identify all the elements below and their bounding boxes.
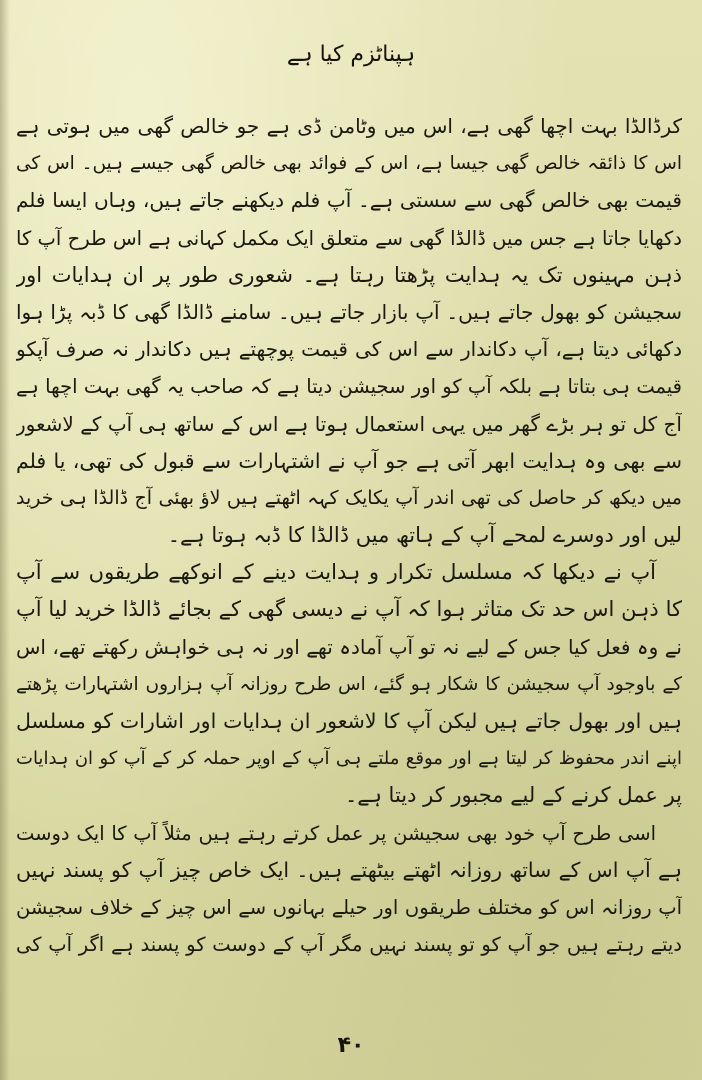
text-line: میں دیکھ کر حاصل کی تھی اندر آپ یکایک کہہ اٹھتے ہیں لاؤ بھئی آج ڈالڈا ہی خرید — [16, 486, 682, 509]
text-line: ذہن مہینوں تک یہ ہدایت پڑھتا رہتا ہے۔ شعوری طور پر ان ہدایات اور — [16, 262, 682, 287]
text-line: دکھایا جاتا ہے جس میں ڈالڈا گھی سے متعلق ایک مکمل کہانی ہے اس طرح آپ کا — [16, 226, 682, 250]
text-line: کا ذہن اس حد تک متاثر ہوا کہ آپ نے دیسی گھی کے بجائے ڈالڈا خرید لیا آپ — [16, 597, 682, 622]
text-line: سجیشن کو بھول جاتے ہیں۔ آپ بازار جاتے ہیں۔ سامنے ڈالڈا گھی کا ڈبہ پڑا ہوا — [16, 299, 682, 324]
body-text — [16, 108, 682, 963]
text-line: قیمت ہی بتاتا ہے بلکہ آپ کو اور سجیشن دیتا ہے کہ صاحب یہ گھی بہت اچھا ہے — [16, 375, 682, 399]
text-line: ہیں اور بھول جاتے ہیں لیکن آپ کا لاشعور ان ہدایات اور اشارات کو مسلسل — [16, 709, 682, 733]
page-title: ہپناٹزم کیا ہے — [286, 42, 416, 67]
text-line: اپنے اندر محفوظ کر لیتا ہے اور موقع ملتے ہی آپ کے اوپر حملہ کر کے آپ کو ان ہدایات — [16, 748, 682, 770]
text-line: آپ روزانہ اس کو مختلف طریقوں اور حیلے بہانوں سے اس چیز کے خلاف سجیشن — [16, 895, 682, 919]
page-number: ۴۰ — [337, 1033, 365, 1058]
text-line: اسی طرح آپ خود بھی سجیشن پر عمل کرتے رہتے ہیں مثلاً آپ کا ایک دوست — [16, 821, 656, 845]
text-line: کرڈالڈا بہت اچھا گھی ہے، اس میں وٹامن ڈی ہے جو خالص گھی میں ہوتی ہے — [16, 114, 682, 138]
text-line: نے وہ فعل کیا جس کے لیے نہ تو آپ آمادہ تھے اور نہ ہی خواہش رکھتے تھے، اس — [16, 634, 682, 659]
text-line: قیمت بھی خالص گھی سے سستی ہے۔ آپ فلم دیکھنے جاتے ہیں، وہاں ایسا فلم — [16, 188, 682, 213]
text-line: کے باوجود آپ سجیشن کا شکار ہو گئے، اس طرح روزانہ آپ ہزاروں اشتہارات پڑھتے — [16, 673, 682, 695]
text-line: اس کا ذائقہ خالص گھی جیسا ہے، اس کے فوائد بھی خالص گھی جیسے ہیں۔ اس کی — [16, 153, 682, 175]
text-line: دکھائی دیتا ہے، آپ دکاندار سے اس کی قیمت پوچھتے ہیں دکاندار نہ صرف آپکو — [16, 337, 682, 362]
text-line: پر عمل کرنے کے لیے مجبور کر دیتا ہے۔ — [344, 783, 682, 808]
text-line: آج کل تو ہر بڑے گھر میں یہی استعمال ہوتا ہے اس کے ساتھ ہی آپ کے لاشعور — [16, 411, 682, 436]
text-line: سے بھی وہ ہدایت ابھر آتی ہے جو آپ نے اشتہارات سے قبول کی تھی، یا فلم — [16, 448, 682, 473]
text-line: آپ نے دیکھا کہ مسلسل تکرار و ہدایت دینے کے انوکھے طریقوں سے آپ — [16, 560, 656, 585]
text-line: ہے آپ اس کے ساتھ روزانہ اٹھتے بیٹھتے ہیں۔ ایک خاص چیز آپ کو پسند نہیں — [16, 857, 682, 882]
text-line: لیں اور دوسرے لمحے آپ کے ہاتھ میں ڈالڈا کا ڈبہ ہوتا ہے۔ — [167, 523, 682, 548]
text-line: دیتے رہتے ہیں جو آپ کو تو پسند نہیں مگر آپ کے دوست کو پسند ہے اگر آپ کی — [16, 933, 682, 957]
page-edge-shadow — [0, 0, 10, 1080]
